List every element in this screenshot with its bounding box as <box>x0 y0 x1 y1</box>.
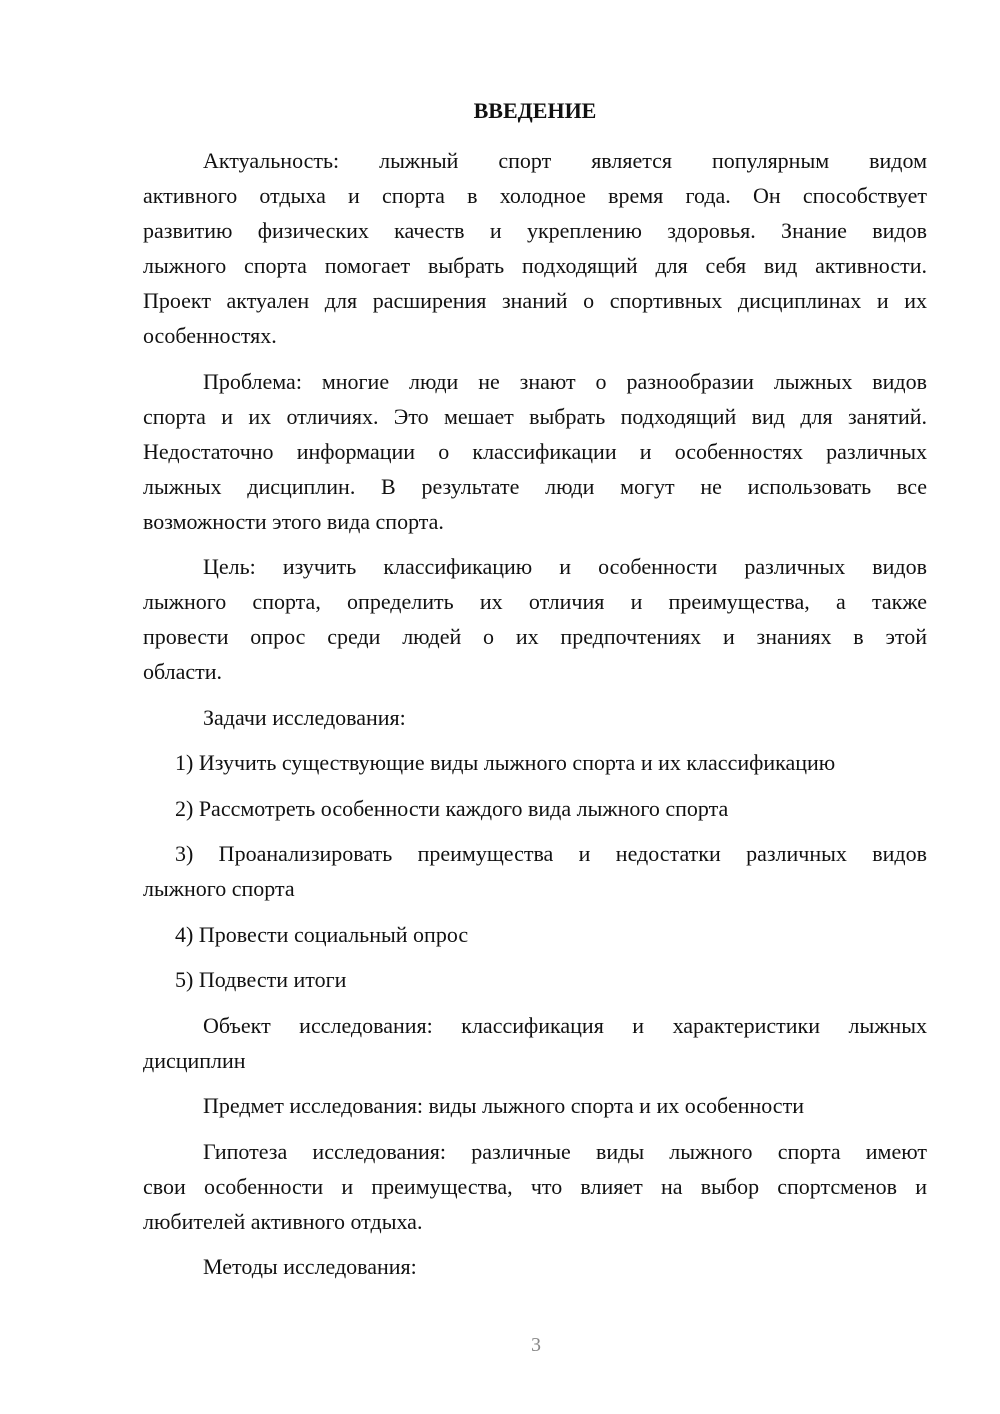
text-line: Предмет исследования: виды лыжного спорта и их особенности <box>203 1093 804 1118</box>
document-page <box>143 93 927 1295</box>
text-line: возможности этого вида спорта. <box>143 508 444 534</box>
text-line: развитию физических качеств и укреплению здоровья. Знание видов <box>143 218 927 243</box>
list-item <box>143 791 927 826</box>
paragraph <box>143 549 927 689</box>
text-line: 3) Проанализировать преимущества и недостатки различных видов <box>175 841 927 866</box>
paragraph <box>143 700 927 735</box>
text-line: Актуальность: лыжный спорт является популярным видом <box>203 148 927 173</box>
text-line: 4) Провести социальный опрос <box>175 921 469 947</box>
text-line: Задачи исследования: <box>203 704 406 730</box>
text-line: 5) Подвести итоги <box>175 967 347 992</box>
text-line: области. <box>143 659 223 684</box>
text-line: лыжных дисциплин. В результате люди могут не использовать все <box>143 473 927 499</box>
text-line: лыжного спорта, определить их отличия и преимущества, а также <box>143 589 927 614</box>
text-line: Объект исследования: классификация и характеристики лыжных <box>203 1012 927 1038</box>
text-line: провести опрос среди людей о их предпочтениях и знаниях в этой <box>143 624 927 649</box>
paragraph <box>143 1088 927 1123</box>
text-line: лыжного спорта помогает выбрать подходящий для себя вид активности. <box>143 253 927 278</box>
text-line: Недостаточно информации о классификации и особенностях различных <box>143 438 927 464</box>
paragraph <box>143 364 927 539</box>
text-line: Гипотеза исследования: различные виды лыжного спорта имеют <box>203 1138 927 1164</box>
document-body <box>143 143 927 1284</box>
list-item <box>143 917 927 952</box>
text-line: свои особенности и преимущества, что влияет на выбор спортсменов и <box>143 1173 927 1199</box>
text-line: спорта и их отличиях. Это мешает выбрать подходящий вид для занятий. <box>143 403 927 429</box>
text-line: 1) Изучить существующие виды лыжного спорта и их классификацию <box>175 750 836 775</box>
list-item <box>143 962 927 997</box>
paragraph <box>143 1249 927 1284</box>
paragraph <box>143 143 927 353</box>
text-line: активного отдыха и спорта в холодное время года. Он способствует <box>143 183 927 208</box>
page-number: 3 <box>531 1334 541 1356</box>
text-line: особенностях. <box>143 323 277 348</box>
paragraph <box>143 1008 927 1078</box>
text-line: дисциплин <box>143 1047 246 1073</box>
text-line: Методы исследования: <box>203 1254 417 1279</box>
list-item <box>143 745 927 780</box>
page-title: ВВЕДЕНИЕ <box>473 98 597 123</box>
text-line: лыжного спорта <box>143 876 295 901</box>
paragraph <box>143 1134 927 1239</box>
text-line: 2) Рассмотреть особенности каждого вида лыжного спорта <box>175 795 729 821</box>
text-line: любителей активного отдыха. <box>143 1208 423 1234</box>
text-line: Цель: изучить классификацию и особенности различных видов <box>203 554 927 579</box>
text-line: Проект актуален для расширения знаний о спортивных дисциплинах и их <box>143 288 927 313</box>
text-line: Проблема: многие люди не знают о разнообразии лыжных видов <box>203 368 927 394</box>
list-item <box>143 836 927 906</box>
